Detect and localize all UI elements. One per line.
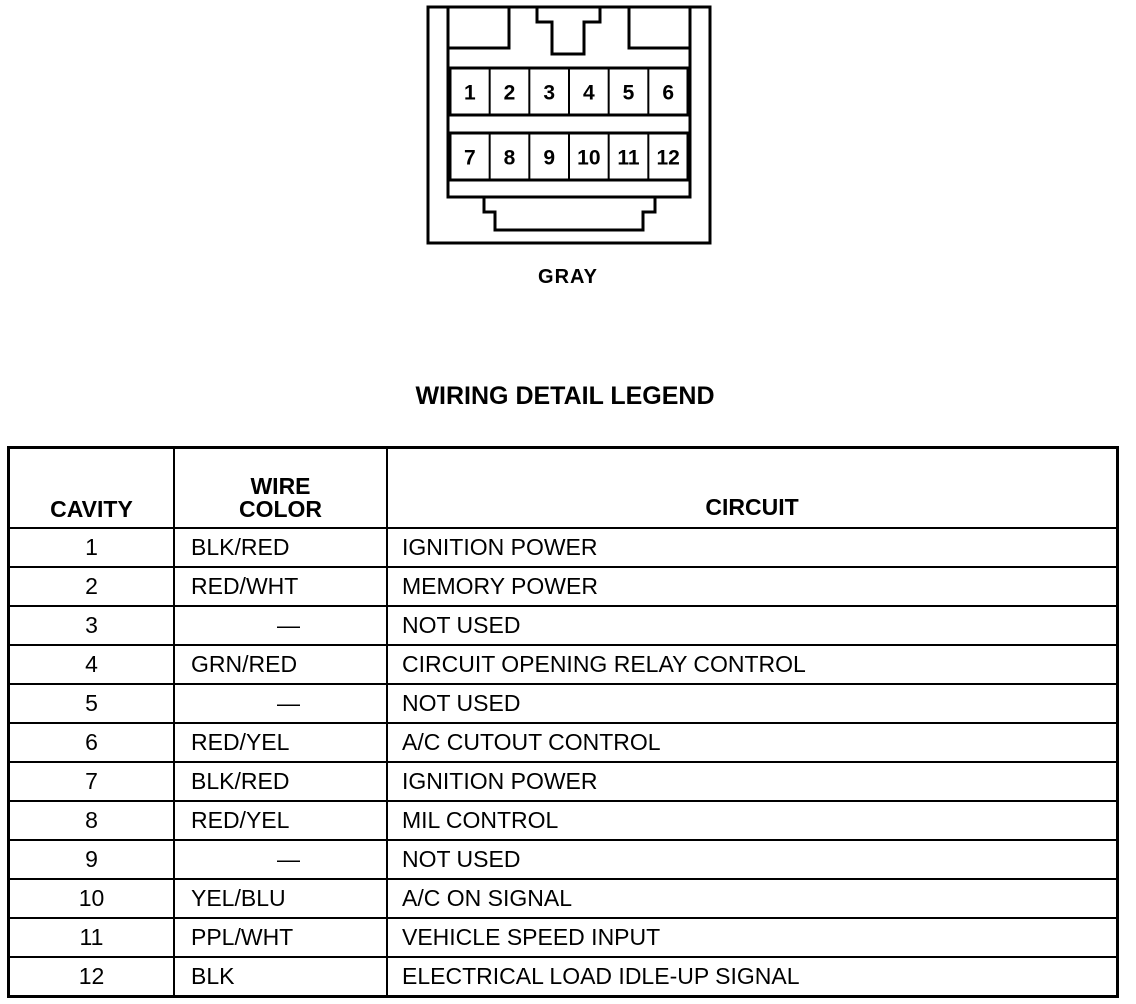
cavity-cell: 10 [9, 879, 175, 918]
wire-color-cell: — [174, 840, 387, 879]
pin-label: 2 [503, 81, 516, 105]
cavity-cell: 8 [9, 801, 175, 840]
circuit-cell: NOT USED [387, 840, 1118, 879]
circuit-cell: IGNITION POWER [387, 528, 1118, 567]
table-row [9, 879, 1118, 918]
circuit-cell: A/C CUTOUT CONTROL [387, 723, 1118, 762]
pin-label: 9 [543, 146, 556, 170]
pin-label: 3 [543, 81, 556, 105]
cavity-cell: 11 [9, 918, 175, 957]
cavity-cell: 1 [9, 528, 175, 567]
table-row [9, 762, 1118, 801]
pin-label: 4 [582, 81, 595, 105]
pin-label: 8 [503, 146, 516, 170]
wire-color-cell: RED/WHT [174, 567, 387, 606]
table-row [9, 528, 1118, 567]
connector-key-left [448, 8, 509, 48]
connector-key-center [537, 8, 600, 54]
circuit-cell: CIRCUIT OPENING RELAY CONTROL [387, 645, 1118, 684]
connector-key-right [629, 8, 690, 48]
cavity-cell: 5 [9, 684, 175, 723]
header-cavity: CAVITY [9, 448, 175, 529]
circuit-cell: IGNITION POWER [387, 762, 1118, 801]
circuit-cell: MIL CONTROL [387, 801, 1118, 840]
pin-label: 12 [656, 146, 680, 170]
pin-label: 11 [617, 146, 640, 170]
cavity-cell: 7 [9, 762, 175, 801]
circuit-cell: NOT USED [387, 606, 1118, 645]
cavity-cell: 3 [9, 606, 175, 645]
pin-label: 10 [577, 146, 601, 170]
header-wire-color [174, 448, 387, 529]
wire-color-cell: BLK/RED [174, 762, 387, 801]
pin-label: 5 [622, 81, 635, 105]
circuit-cell: A/C ON SIGNAL [387, 879, 1118, 918]
connector-diagram [0, 0, 1136, 300]
wire-color-cell: PPL/WHT [174, 918, 387, 957]
pin-label: 7 [463, 146, 476, 170]
circuit-cell: ELECTRICAL LOAD IDLE-UP SIGNAL [387, 957, 1118, 997]
wire-color-cell: GRN/RED [174, 645, 387, 684]
table-row [9, 684, 1118, 723]
pin-label: 6 [662, 81, 675, 105]
wiring-legend-table [7, 446, 1119, 998]
header-wire-color-line1: WIRE [250, 473, 311, 499]
cavity-cell: 4 [9, 645, 175, 684]
table-row [9, 918, 1118, 957]
header-wire-color-line2: COLOR [238, 496, 323, 522]
wire-color-cell: BLK/RED [174, 528, 387, 567]
table-row [9, 840, 1118, 879]
connector-housing [428, 7, 710, 243]
wire-color-cell: RED/YEL [174, 801, 387, 840]
wire-color-cell: YEL/BLU [174, 879, 387, 918]
table-row [9, 567, 1118, 606]
circuit-cell: MEMORY POWER [387, 567, 1118, 606]
cavity-cell: 9 [9, 840, 175, 879]
pin-label: 1 [463, 81, 476, 105]
circuit-cell: VEHICLE SPEED INPUT [387, 918, 1118, 957]
circuit-cell: NOT USED [387, 684, 1118, 723]
connector-color-label: GRAY [538, 266, 598, 288]
table-row [9, 606, 1118, 645]
table-row [9, 645, 1118, 684]
cavity-cell: 6 [9, 723, 175, 762]
wire-color-cell: — [174, 606, 387, 645]
header-circuit: CIRCUIT [387, 448, 1118, 529]
cavity-cell: 12 [9, 957, 175, 997]
table-row [9, 723, 1118, 762]
connector-bottom-tab [484, 197, 655, 230]
cavity-cell: 2 [9, 567, 175, 606]
wire-color-cell: — [174, 684, 387, 723]
wire-color-cell: RED/YEL [174, 723, 387, 762]
legend-header-row [9, 448, 1118, 529]
table-row [9, 957, 1118, 997]
legend-title: WIRING DETAIL LEGEND [415, 382, 715, 410]
wire-color-cell: BLK [174, 957, 387, 997]
table-row [9, 801, 1118, 840]
